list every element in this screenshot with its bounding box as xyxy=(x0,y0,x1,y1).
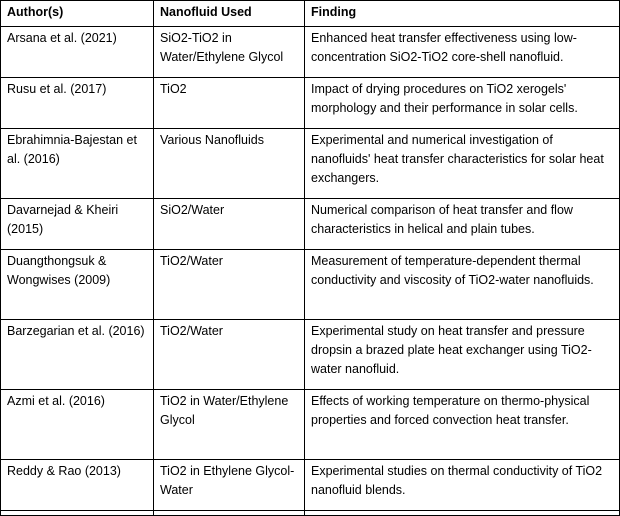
author-cell: Ebrahimnia-Bajestan et al. (2016) xyxy=(1,129,154,199)
author-cell-empty xyxy=(1,511,154,516)
nanofluid-cell: TiO2/Water xyxy=(154,320,305,390)
author-cell: Arsana et al. (2021) xyxy=(1,27,154,78)
finding-cell-empty xyxy=(305,511,620,516)
author-cell: Davarnejad & Kheiri (2015) xyxy=(1,199,154,250)
finding-cell: Measurement of temperature-dependent thermal conductivity and viscosity of TiO2-water nanofluids. xyxy=(305,250,620,320)
author-cell: Reddy & Rao (2013) xyxy=(1,460,154,511)
nanofluid-cell: TiO2/Water xyxy=(154,250,305,320)
table-row xyxy=(1,390,620,460)
table-row xyxy=(1,250,620,320)
table-row xyxy=(1,78,620,129)
table-row xyxy=(1,460,620,511)
nanofluid-cell: TiO2 in Water/Ethylene Glycol xyxy=(154,390,305,460)
header-nanofluid: Nanofluid Used xyxy=(154,1,305,27)
finding-cell: Experimental studies on thermal conductivity of TiO2 nanofluid blends. xyxy=(305,460,620,511)
author-cell: Azmi et al. (2016) xyxy=(1,390,154,460)
header-finding: Finding xyxy=(305,1,620,27)
nanofluid-cell: TiO2 in Ethylene Glycol-Water xyxy=(154,460,305,511)
author-cell: Barzegarian et al. (2016) xyxy=(1,320,154,390)
table-row xyxy=(1,27,620,78)
author-cell: Duangthongsuk & Wongwises (2009) xyxy=(1,250,154,320)
finding-cell: Experimental study on heat transfer and pressure dropsin a brazed plate heat exchanger using TiO2-water nanofluid. xyxy=(305,320,620,390)
header-author: Author(s) xyxy=(1,1,154,27)
header-row xyxy=(1,1,620,27)
table-row xyxy=(1,129,620,199)
finding-cell: Numerical comparison of heat transfer and flow characteristics in helical and plain tubes. xyxy=(305,199,620,250)
finding-cell: Enhanced heat transfer effectiveness using low-concentration SiO2-TiO2 core-shell nanofluid. xyxy=(305,27,620,78)
nanofluid-cell: SiO2/Water xyxy=(154,199,305,250)
table-row xyxy=(1,320,620,390)
nanofluid-cell-empty xyxy=(154,511,305,516)
author-cell: Rusu et al. (2017) xyxy=(1,78,154,129)
finding-cell: Experimental and numerical investigation of nanofluids' heat transfer characteristics for solar heat exchangers. xyxy=(305,129,620,199)
nanofluid-cell: TiO2 xyxy=(154,78,305,129)
table-row-partial xyxy=(1,511,620,516)
finding-cell: Effects of working temperature on thermo-physical properties and forced convection heat transfer. xyxy=(305,390,620,460)
nanofluid-cell: Various Nanofluids xyxy=(154,129,305,199)
table-row xyxy=(1,199,620,250)
finding-cell: Impact of drying procedures on TiO2 xerogels' morphology and their performance in solar cells. xyxy=(305,78,620,129)
nanofluid-cell: SiO2-TiO2 in Water/Ethylene Glycol xyxy=(154,27,305,78)
